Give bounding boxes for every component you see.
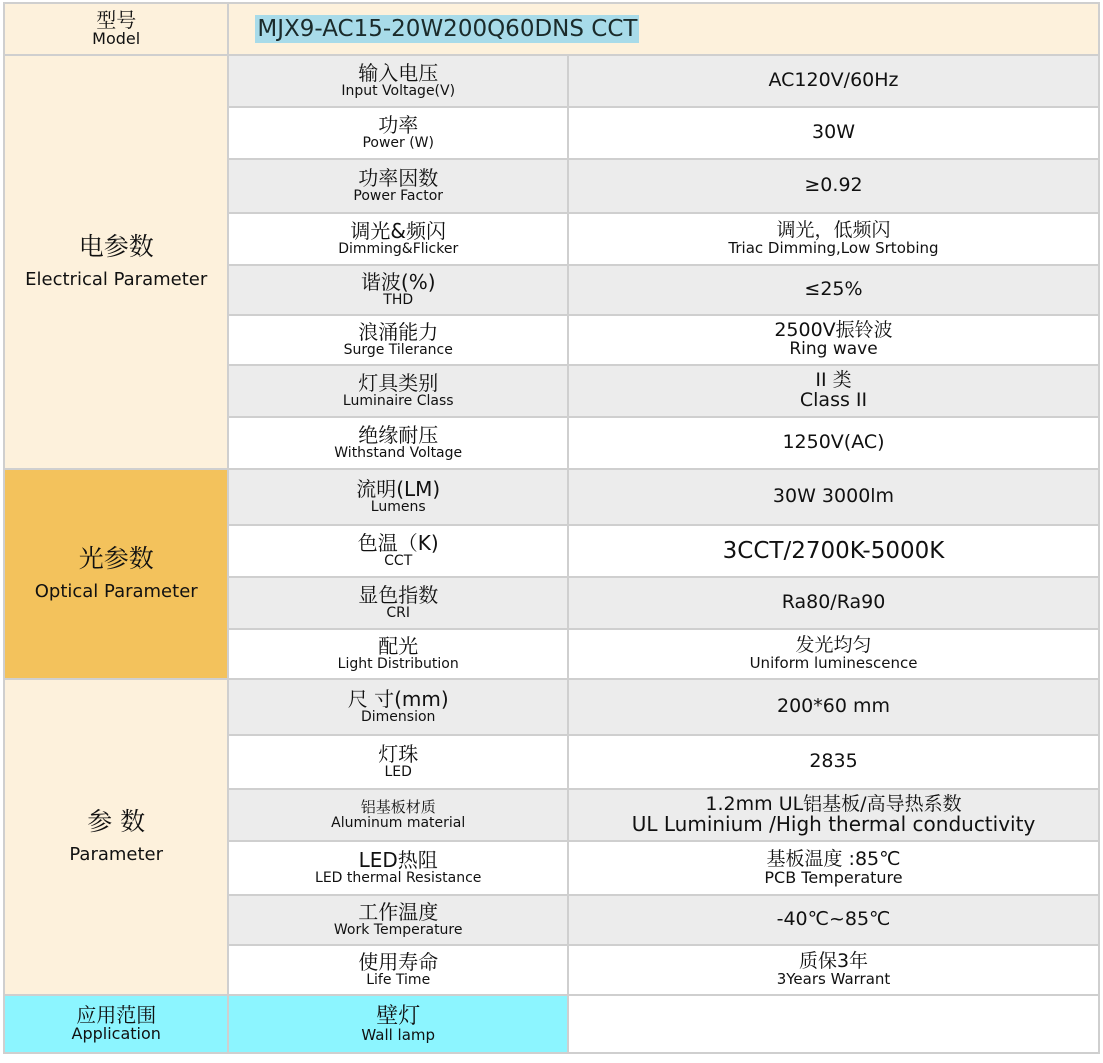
- row-label-zh: 功率因数: [358, 166, 439, 191]
- row-value: 2500V振铃波: [774, 319, 893, 342]
- row-value: 30W: [812, 121, 855, 144]
- row-label-zh: 灯珠: [378, 742, 419, 767]
- row-label-zh: 谐波(%): [360, 270, 436, 295]
- row-label-zh: 工作温度: [358, 900, 439, 925]
- row-label-en: LED: [384, 764, 412, 781]
- row-label-en: CRI: [386, 605, 411, 622]
- application-label-zh: 应用范围: [76, 1003, 157, 1028]
- row-label-zh: 流明(LM): [356, 477, 441, 502]
- row-value: 1.2mm UL铝基板/高导热系数: [705, 792, 962, 815]
- row-value: 质保3年: [798, 950, 869, 973]
- section-parameter-zh: 参 数: [87, 807, 146, 837]
- row-label-en: Lumens: [370, 499, 426, 516]
- row-label-zh: 功率: [378, 113, 419, 138]
- row-label-zh: 浪涌能力: [358, 320, 439, 345]
- row-label-en: Surge Tilerance: [343, 342, 453, 359]
- row-label-en: Life Time: [366, 972, 431, 989]
- section-electrical-zh: 电参数: [78, 232, 154, 262]
- model-label-zh: 型号: [96, 8, 137, 33]
- row-value-en: Triac Dimming,Low Srtobing: [728, 239, 939, 258]
- row-label-en: CCT: [384, 553, 413, 570]
- table-row: [4, 55, 1099, 107]
- row-label-en: Dimension: [361, 709, 436, 726]
- row-label-en: Luminaire Class: [342, 393, 454, 410]
- row-label-zh: 配光: [378, 634, 419, 659]
- row-label-en: Power (W): [362, 135, 434, 152]
- row-label-en: Power Factor: [353, 188, 444, 205]
- application-label-cell: [4, 995, 228, 1053]
- application-label-en: Application: [71, 1024, 161, 1044]
- row-value: II 类: [815, 369, 852, 392]
- row-label-en: Withstand Voltage: [334, 445, 463, 462]
- section-electrical: [4, 55, 228, 469]
- row-label-zh: 灯具类别: [358, 371, 439, 396]
- application-empty-cell: [568, 995, 1099, 1053]
- application-value: 壁灯: [376, 1003, 421, 1029]
- model-value: MJX9-AC15-20W200Q60DNS CCT: [257, 15, 638, 42]
- row-value: ≥0.92: [804, 174, 863, 197]
- section-optical-zh: 光参数: [78, 544, 154, 574]
- row-value: AC120V/60Hz: [768, 69, 899, 92]
- row-value: 基板温度 :85℃: [766, 847, 901, 870]
- row-label-en: Light Distribution: [337, 656, 459, 673]
- row-value: ≤25%: [804, 278, 863, 301]
- section-optical-en: Optical Parameter: [34, 580, 198, 602]
- row-value-en: Class II: [799, 389, 868, 411]
- row-value: 发光均匀: [795, 634, 872, 657]
- row-value: 30W 3000lm: [772, 485, 895, 508]
- row-value-en: UL Luminium /High thermal conductivity: [631, 812, 1036, 837]
- row-label-zh: 尺 寸(mm): [347, 687, 449, 712]
- row-label-en: Input Voltage(V): [341, 83, 456, 100]
- row-label-zh: 绝缘耐压: [358, 423, 439, 448]
- application-value-cell: [228, 995, 568, 1053]
- row-value-en: PCB Temperature: [764, 867, 903, 887]
- row-value-en: Ring wave: [789, 339, 878, 360]
- model-value-cell: [228, 3, 1099, 55]
- row-value: 2835: [809, 750, 858, 773]
- model-row: [4, 3, 1099, 55]
- model-label-en: Model: [92, 29, 141, 49]
- row-label-en: Aluminum material: [331, 814, 466, 831]
- row-label-zh: LED热阻: [358, 848, 438, 873]
- section-optical: [4, 469, 228, 679]
- row-value: 调光，低频闪: [776, 219, 891, 242]
- application-value-en: Wall lamp: [361, 1025, 436, 1044]
- row-value: 3CCT/2700K-5000K: [722, 537, 945, 564]
- model-label-cell: [4, 3, 228, 55]
- section-electrical-en: Electrical Parameter: [25, 268, 208, 290]
- row-value: 200*60 mm: [777, 695, 890, 718]
- row-label-en: Dimming&Flicker: [338, 241, 459, 258]
- table-row: [4, 679, 1099, 735]
- row-label-zh: 使用寿命: [358, 950, 439, 975]
- table-row: [4, 469, 1099, 525]
- row-value: Ra80/Ra90: [781, 591, 886, 614]
- row-value-en: Uniform luminescence: [749, 654, 918, 673]
- row-label-zh: 显色指数: [358, 583, 439, 608]
- row-label-en: THD: [383, 292, 414, 309]
- row-label-zh: 调光&频闪: [350, 219, 447, 244]
- spec-table: [3, 2, 1100, 1054]
- row-value-en: 3Years Warrant: [776, 970, 891, 989]
- row-label-zh: 输入电压: [358, 61, 439, 86]
- row-label-zh: 色温（K): [357, 531, 439, 556]
- row-value: -40℃~85℃: [776, 908, 891, 931]
- section-parameter: [4, 679, 228, 995]
- row-label-en: Work Temperature: [333, 922, 463, 939]
- row-label-zh: 铝基板材质: [360, 797, 436, 816]
- row-label-en: LED thermal Resistance: [315, 870, 482, 887]
- application-row: [4, 995, 1099, 1053]
- section-parameter-en: Parameter: [69, 843, 164, 865]
- row-value: 1250V(AC): [782, 431, 885, 454]
